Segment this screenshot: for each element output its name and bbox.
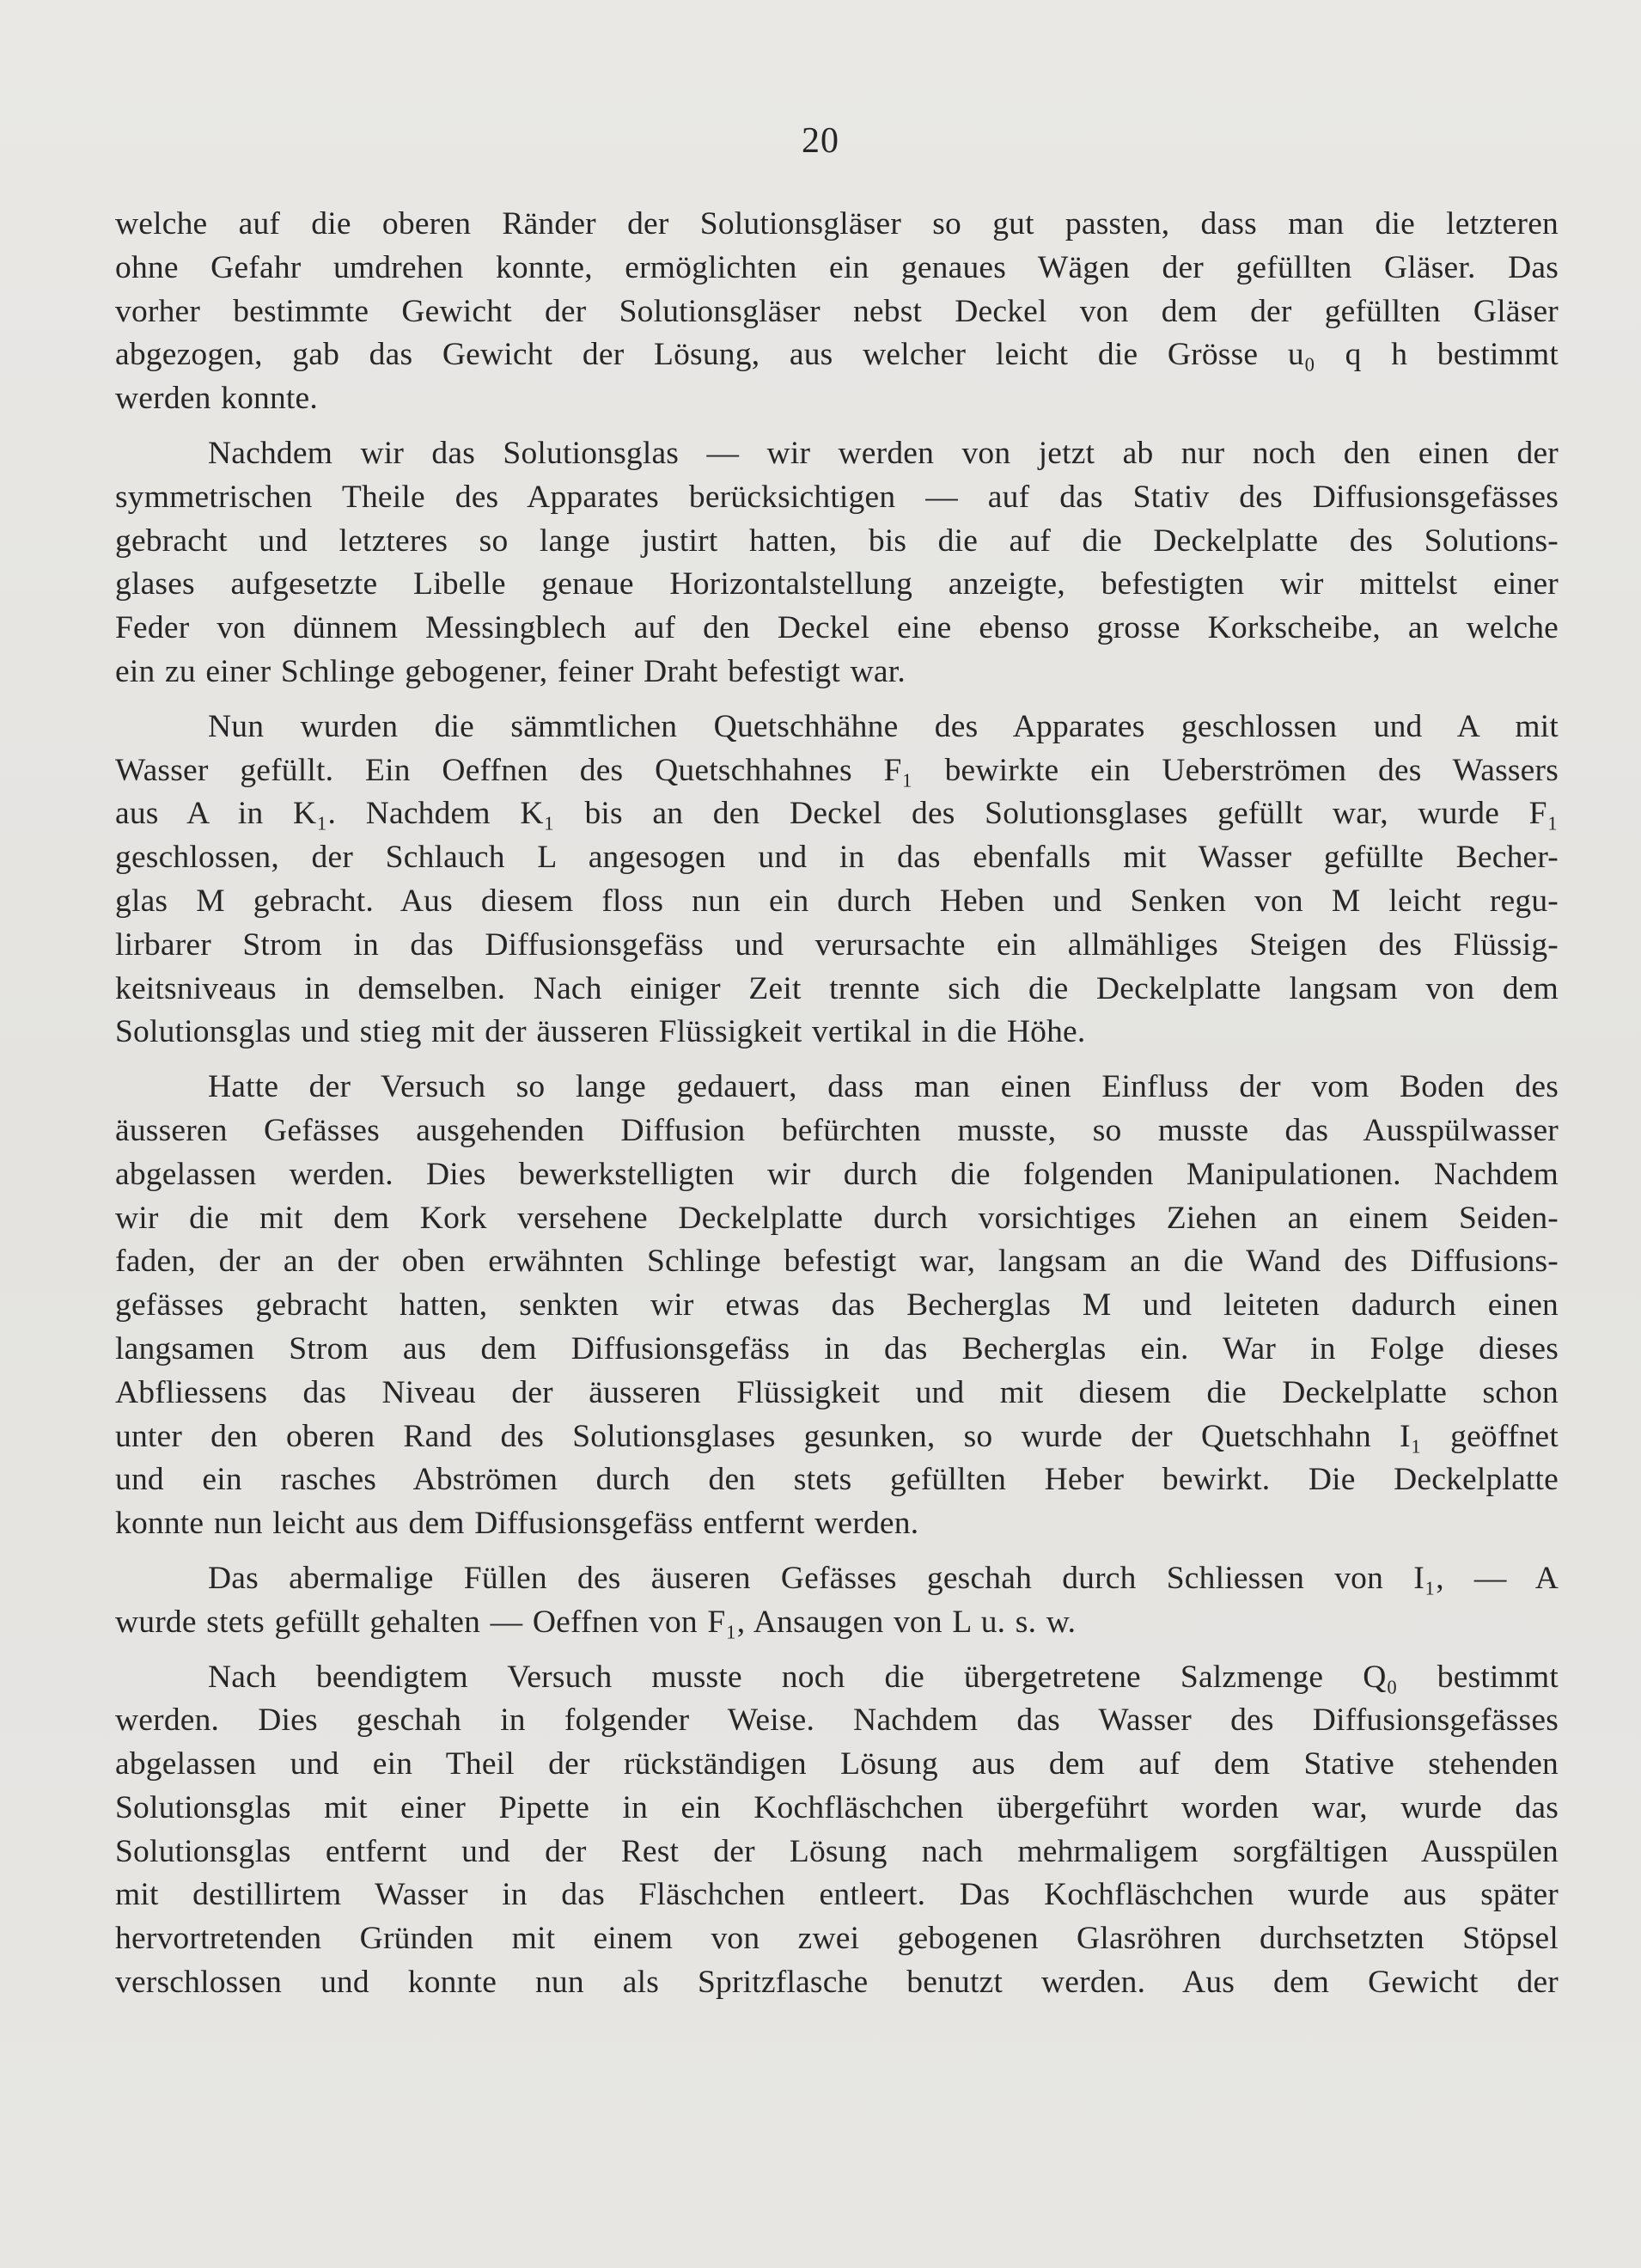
- text-line: vorher bestimmte Gewicht der Solutionsgläser nebst Deckel von dem der gefüllten Gläser: [115, 293, 1559, 329]
- text-line: wir die mit dem Kork versehene Deckelplatte durch vorsichtiges Ziehen an einem Seiden-: [115, 1200, 1559, 1236]
- text-line: Das abermalige Füllen des äuseren Gefässes geschah durch Schliessen von I₁, — A: [208, 1560, 1559, 1596]
- text-line: konnte nun leicht aus dem Diffusionsgefäss entfernt werden.: [115, 1506, 919, 1542]
- text-line: unter den oberen Rand des Solutionsglases gesunken, so wurde der Quetschhahn I₁ geöffnet: [115, 1418, 1559, 1454]
- text-line: Solutionsglas und stieg mit der äusseren Flüssigkeit vertikal in die Höhe.: [115, 1014, 1086, 1050]
- text-line: Nachdem wir das Solutionsglas — wir werden von jetzt ab nur noch den einen der: [208, 435, 1559, 471]
- text-line: glas M gebracht. Aus diesem floss nun ein durch Heben und Senken von M leicht regu-: [115, 883, 1559, 919]
- text-line: aus A in K₁. Nachdem K₁ bis an den Deckel des Solutionsglases gefüllt war, wurde F₁: [115, 796, 1559, 832]
- text-line: keitsniveaus in demselben. Nach einiger Zeit trennte sich die Deckelplatte langsam von dem: [115, 970, 1559, 1006]
- paragraph-6: [115, 1656, 1559, 2005]
- text-line: ohne Gefahr umdrehen konnte, ermöglichten ein genaues Wägen der gefüllten Gläser. Das: [115, 249, 1559, 285]
- text-line: gebracht und letzteres so lange justirt hatten, bis die auf die Deckelplatte des Solutions-: [115, 523, 1559, 559]
- text-line: Nun wurden die sämmtlichen Quetschhähne des Apparates geschlossen und A mit: [208, 708, 1559, 744]
- text-line: Abfliessens das Niveau der äusseren Flüssigkeit und mit diesem die Deckelplatte schon: [115, 1374, 1559, 1410]
- paragraph-3: [115, 706, 1559, 1055]
- text-line: lirbarer Strom in das Diffusionsgefäss und verursachte ein allmähliges Steigen des Flüssig-: [115, 926, 1559, 963]
- text-line: Solutionsglas entfernt und der Rest der Lösung nach mehrmaligem sorgfältigen Ausspülen: [115, 1833, 1559, 1869]
- text-line: symmetrischen Theile des Apparates berücksichtigen — auf das Stativ des Diffusionsgefässes: [115, 479, 1559, 515]
- paragraph-1: [115, 203, 1559, 421]
- text-line: Solutionsglas mit einer Pipette in ein Kochfläschchen übergeführt worden war, wurde das: [115, 1789, 1559, 1825]
- text-line: gefässes gebracht hatten, senkten wir etwas das Becherglas M und leiteten dadurch einen: [115, 1287, 1559, 1324]
- text-line: langsamen Strom aus dem Diffusionsgefäss in das Becherglas ein. War in Folge dieses: [115, 1330, 1559, 1366]
- text-line: abgelassen und ein Theil der rückständigen Lösung aus dem auf dem Stative stehenden: [115, 1746, 1559, 1782]
- text-line: ein zu einer Schlinge gebogener, feiner Draht befestigt war.: [115, 653, 906, 689]
- text-line: faden, der an der oben erwähnten Schlinge befestigt war, langsam an die Wand des Diffusions-: [115, 1244, 1559, 1280]
- text-line: wurde stets gefüllt gehalten — Oeffnen von F₁, Ansaugen von L u. s. w.: [115, 1604, 1077, 1640]
- text-line: Feder von dünnem Messingblech auf den Deckel eine ebenso grosse Korkscheibe, an welche: [115, 610, 1559, 646]
- page-number: 20: [802, 121, 839, 161]
- text-line: äusseren Gefässes ausgehenden Diffusion befürchten musste, so musste das Ausspülwasser: [115, 1112, 1559, 1148]
- text-line: werden. Dies geschah in folgender Weise. Nachdem das Wasser des Diffusionsgefässes: [115, 1703, 1559, 1739]
- text-line: verschlossen und konnte nun als Spritzflasche benutzt werden. Aus dem Gewicht der: [115, 1965, 1559, 2001]
- text-line: geschlossen, der Schlauch L angesogen und in das ebenfalls mit Wasser gefüllte Becher-: [115, 840, 1559, 876]
- body-text: [115, 203, 1559, 2005]
- text-line: und ein rasches Abströmen durch den stets gefüllten Heber bewirkt. Die Deckelplatte: [115, 1462, 1559, 1498]
- text-line: werden konnte.: [115, 381, 318, 417]
- paragraph-2: [115, 432, 1559, 694]
- text-line: abgezogen, gab das Gewicht der Lösung, aus welcher leicht die Grösse u₀ q h bestimmt: [115, 337, 1559, 373]
- text-line: mit destillirtem Wasser in das Fläschchen entleert. Das Kochfläschchen wurde aus später: [115, 1877, 1559, 1913]
- paragraph-5: [115, 1557, 1559, 1645]
- text-line: abgelassen werden. Dies bewerkstelligten wir durch die folgenden Manipulationen. Nachdem: [115, 1156, 1559, 1192]
- text-line: welche auf die oberen Ränder der Solutionsgläser so gut passten, dass man die letzteren: [115, 206, 1559, 241]
- text-line: Nach beendigtem Versuch musste noch die übergetretene Salzmenge Q₀ bestimmt: [208, 1659, 1559, 1695]
- text-line: Hatte der Versuch so lange gedauert, dass man einen Einfluss der vom Boden des: [208, 1069, 1559, 1105]
- text-line: hervortretenden Gründen mit einem von zwei gebogenen Glasröhren durchsetzten Stöpsel: [115, 1921, 1559, 1957]
- text-line: Wasser gefüllt. Ein Oeffnen des Quetschhahnes F₁ bewirkte ein Ueberströmen des Wassers: [115, 752, 1559, 788]
- paragraph-4: [115, 1066, 1559, 1546]
- text-line: glases aufgesetzte Libelle genaue Horizontalstellung anzeigte, befestigten wir mittelst einer: [115, 566, 1559, 602]
